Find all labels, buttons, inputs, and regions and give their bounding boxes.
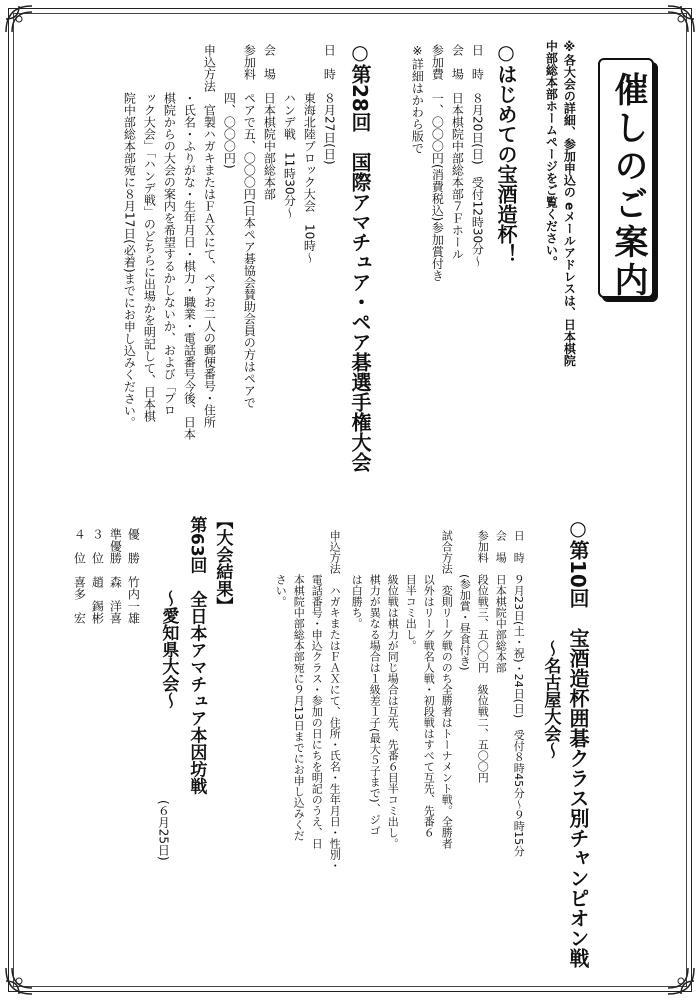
- event3-row: 本棋院中部総本部宛に９月13日までにお申し込みくだ: [292, 530, 306, 841]
- event2-row: 日 時 ８月27日(日): [322, 44, 337, 165]
- results-heading: 第63回 全日本アマチュア本因坊戦: [186, 516, 207, 795]
- corner-ornament-icon: [664, 964, 698, 998]
- event1-row: ※詳細はかわら版で: [410, 44, 425, 154]
- corner-ornament-icon: [2, 2, 36, 36]
- corner-ornament-icon: [2, 964, 36, 998]
- results-date: (６月25日): [156, 800, 171, 861]
- event2-row: 東海北陸ブロック大会 10時～: [302, 44, 317, 264]
- event2-row: 参加料 ペアで五、〇〇〇円(日本ペア碁協会賛助会員の方はペアで: [242, 44, 257, 409]
- event2-row: 棋院からの大会の案内を希望するかしないか、および「プロ: [162, 44, 177, 416]
- event1-row: 参加費 一、〇〇〇円(消費税込)参加賞付き: [430, 44, 445, 282]
- event3-row: 申込方法 ハガキまたはＦＡＸにて、住所・氏名・生年月日・性別・: [328, 530, 342, 871]
- corner-ornament-icon: [664, 2, 698, 36]
- event3-row: 試合方法 変則リーグ戦ののち全勝者はトーナメント戦。全勝者: [440, 530, 454, 849]
- event3-row: 級位戦は棋力が同じ場合は互先、先番６目半コミ出し。: [386, 530, 400, 849]
- event2-row: 四、〇〇〇円): [222, 44, 237, 169]
- event3-subheading: ～名古屋大会～: [540, 640, 561, 759]
- event2-row: ック大会」「ハンデ戦」のどちらに出場かを明記して、日本棋: [142, 44, 157, 422]
- event2-heading: ○第28回 国際アマチュア・ペア碁選手権大会: [348, 40, 372, 472]
- event3-row: 日 時 ９月23日(土・祝)・24日(日) 受付８時45分～９時15分: [512, 530, 526, 857]
- event2-row: ・氏名・ふりがな・生年月日・棋力・職業・電話番号今後、日本: [182, 44, 197, 440]
- event2-row: 会 場 日本棋院中部総本部: [262, 44, 277, 200]
- notice-line: 中部総本部ホームページをご覧ください。: [544, 40, 559, 268]
- event3-row: さい。: [274, 530, 288, 607]
- event3-row: 以外はリーグ戦名人戦・初段戦はすべて互先、先番６: [422, 530, 436, 838]
- event3-row: 目半コミ出し。: [404, 530, 418, 651]
- event1-row: 会 場 日本棋院中部総本部７Ｆホール: [450, 44, 465, 260]
- results-row: 優 勝 竹内一雄: [126, 528, 141, 624]
- event2-row: 申込方法 官製ハガキまたはＦＡＸにて、ペアお二人の郵便番号・住所: [202, 44, 217, 428]
- event3-row: 棋力が異なる場合は１級差１子(最大５子まで)、ジゴ: [368, 530, 382, 836]
- page-title: 催しのご案内: [608, 72, 648, 300]
- results-row: ３ 位 趙 錫彬: [90, 528, 105, 624]
- event2-row: ハンデ戦 11時30分～: [282, 44, 297, 219]
- notice-line: ※各大会の詳細、参加申込の eメールアドレスは、日本棋院: [562, 40, 577, 367]
- results-row: ４ 位 喜多 宏: [72, 528, 87, 624]
- results-label: 【大会結果】: [212, 512, 233, 614]
- event1-row: 日 時 ８月20日(日) 受付12時30分～: [470, 44, 485, 268]
- event3-row: 参加料 段位戦三、五〇〇円 級位戦二、五〇〇円: [476, 530, 490, 783]
- event3-row: 会 場 日本棋院中部総本部: [494, 530, 508, 673]
- event3-heading: ○第10回 宝酒造杯囲碁クラス別チャンピオン戦: [566, 516, 590, 968]
- event1-heading: ○はじめての宝酒造杯！: [494, 40, 518, 264]
- event3-row: は白勝ち。: [350, 530, 364, 629]
- event3-row: (参加賞・昼食付き): [458, 530, 472, 671]
- results-row: 準優勝 森 洋喜: [108, 528, 123, 624]
- event2-row: 院中部総本部宛に８月17日(必着)までにお申し込みください。: [122, 44, 137, 429]
- event3-row: 電話番号・申込クラス・参加の日にちを明記のうえ、日: [310, 530, 324, 849]
- results-subheading: ～愛知県大会～: [158, 590, 179, 709]
